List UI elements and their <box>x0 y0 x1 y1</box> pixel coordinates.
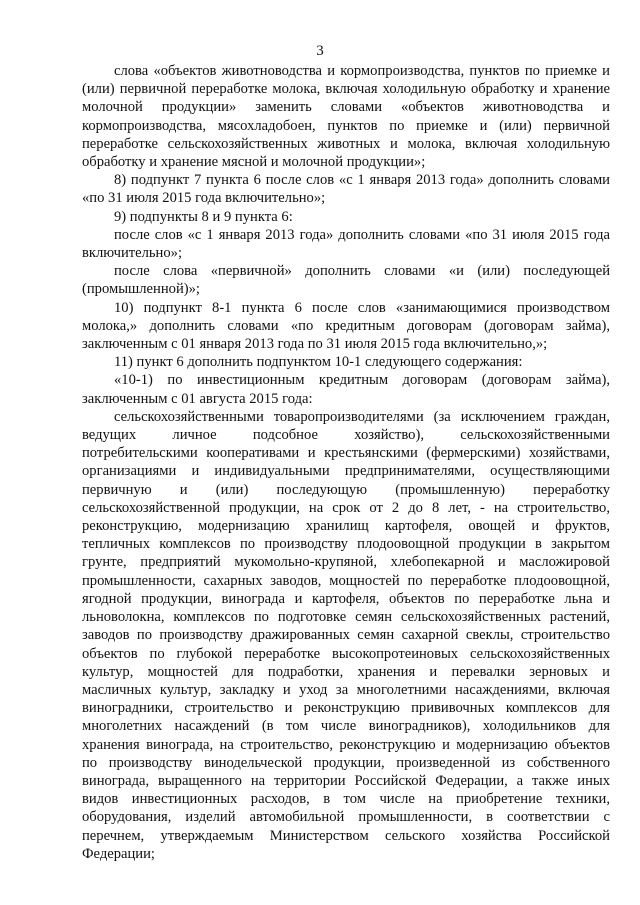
text-line: грунте, предприятий мукомольно-крупяной, хлебопекарной и масложировой <box>82 554 610 571</box>
text-line: тепличных комплексов по производству плодоовощной продукции в закрытом <box>82 536 610 553</box>
text-line: заводов по производству дражированных семян сахарной свеклы, строительство <box>82 627 610 644</box>
text-line: льноволокна, комплексов по подготовке семян сельскохозяйственных растений, <box>82 609 610 626</box>
text-line: перечнем, утверждаемым Министерством сельского хозяйства Российской <box>82 827 610 844</box>
text-line: сельскохозяйственной продукции, на срок от 2 до 8 лет, - на строительство, <box>82 499 610 516</box>
text-line: оборудования, изделий автомобильной промышленности, в соответствии с <box>82 809 610 826</box>
text-line: объектов по глубокой переработке высокопротеиновых сельскохозяйственных <box>82 645 610 662</box>
paragraph-item-11: 11) пункт 6 дополнить подпунктом 10-1 следующего содержания: <box>114 354 523 371</box>
text-line: масличных культур, закладку и уход за многолетними насаждениями, включая <box>82 681 610 698</box>
text-line: хранения винограда, на строительство, реконструкцию и модернизацию объектов <box>82 736 610 753</box>
paragraph-item-10: 10) подпункт 8-1 пункта 6 после слов «занимающимися производством молока,» дополнить словами «по кредитным договорам (договорам займа), заключенным с 01 января 2013 года по 31 июля 2015 года включительно,»; <box>82 299 610 353</box>
text-line: винограда, выращенного на территории Российской Федерации, а также иных <box>82 772 610 789</box>
paragraph-item-8: 8) подпункт 7 пункта 6 после слов «с 1 января 2013 года» дополнить словами «по 31 июля 2015 года включительно»; <box>82 172 610 207</box>
paragraph-item-9-first-change: после слов «с 1 января 2013 года» дополнить словами «по 31 июля 2015 года включительно»; <box>82 226 610 262</box>
paragraph-subitem-10-1: «10-1) по инвестиционным кредитным договорам (договорам займа), заключенным с 01 августа 2015 года: <box>82 372 610 407</box>
paragraph-item-9: 9) подпункты 8 и 9 пункта 6: <box>114 208 293 225</box>
text-line: ягодной продукции, винограда и картофеля, объектов по переработке льна и <box>82 590 610 607</box>
text-line: потребительскими кооперативами и крестьянскими (фермерскими) хозяйствами, <box>82 445 610 462</box>
document-body <box>82 62 610 863</box>
paragraph-item-9-second-change: после слова «первичной» дополнить словами «и (или) последующей (промышленной)»; <box>82 263 610 298</box>
text-line: реконструкцию, модернизацию хранилищ картофеля, овощей и фруктов, <box>82 518 610 535</box>
text-line: первичную и (или) последующую (промышленную) переработку <box>82 481 610 498</box>
text-line: сельскохозяйственными товаропроизводителями (за исключением граждан, <box>114 408 610 425</box>
page-number: 3 <box>316 43 324 59</box>
text-line: по производству винодельческой продукции, произведенной из собственного <box>82 754 610 771</box>
text-line: видов инвестиционных расходов, в том числе на приобретение техники, <box>82 791 610 808</box>
text-line: промышленности, сахарных заводов, мощностей по переработке плодоовощной, <box>82 572 610 589</box>
text-line: ведущих личное подсобное хозяйство), сельскохозяйственными <box>82 427 610 444</box>
paragraph-replace-wording: слова «объектов животноводства и кормопроизводства, пунктов по приемке и (или) первичной переработке молока, включая холодильную обработку и хранение молочной продукции» заменить словами «объектов животноводства и кормопроизводства, мясохладобоен, пунктов по приемке и (или) первичной переработке сельскохозяйственных животных и молока, включая холодильную обработку и хранение мясной и молочной продукции»; <box>82 63 610 171</box>
paragraph-subitem-10-1-text <box>82 408 610 863</box>
text-line: многолетних насаждений (в том числе виноградников), холодильников для <box>82 718 610 735</box>
text-line: культур, мощностей для подработки, хранения и перевалки зерновых и <box>82 663 610 680</box>
text-line: Федерации; <box>82 845 155 862</box>
text-line: организациями и индивидуальными предпринимателями, осуществляющими <box>82 463 610 480</box>
text-line: виноградники, строительство и реконструкцию прививочных комплексов для <box>82 700 610 717</box>
